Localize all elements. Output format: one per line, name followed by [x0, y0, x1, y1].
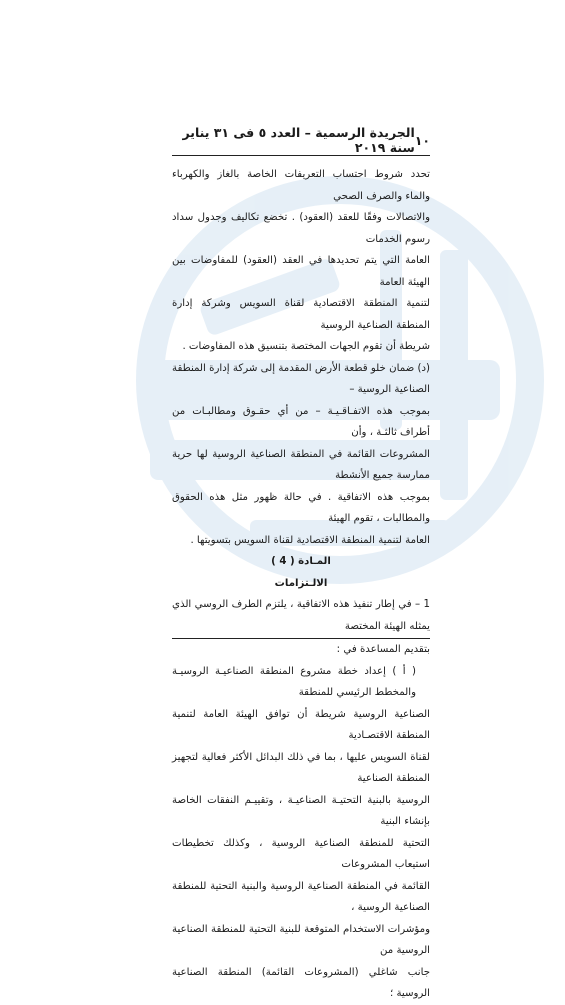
text-line: ومؤشرات الاستخدام المتوقعة للبنية التحتية للمنطقة الصناعية الروسية من: [172, 923, 430, 956]
text-line: جانب شاغلي (المشروعات القائمة) المنطقة الصناعية الروسية ؛: [172, 966, 430, 999]
item-1-continuation: بتقديم المساعدة في :: [336, 644, 430, 655]
text-line: المشروعات القائمة في المنطقة الصناعية الروسية لها حرية ممارسة جميع الأنشطة: [172, 448, 430, 481]
text-line: ( أ ) إعداد خطة مشروع المنطقة الصناعيـة الروسيـة والمخطط الرئيسي للمنطقة: [172, 665, 416, 698]
text-line: القائمة في المنطقة الصناعية الروسية والبنية التحتية للمنطقة الصناعية الروسية ،: [172, 880, 430, 913]
page-header: [172, 127, 430, 153]
item-1-line: 1 – في إطار تنفيذ هذه الاتفاقية ، يلتزم الطرف الروسي الذي يمثله الهيئة المختصة: [172, 594, 430, 639]
header-divider: [172, 155, 430, 156]
page-number: ١٠: [414, 132, 430, 148]
text-line: شريطة أن تقوم الجهات المختصة بتنسيق هذه المفاوضات .: [182, 341, 430, 352]
text-line: بموجب هذه الاتفاقية . في حالة ظهور مثل هذه الحقوق والمطالبات ، تقوم الهيئة: [172, 491, 430, 524]
text-line: التحتية للمنطقة الصناعية الروسية ، وكذلك تخطيطات استيعاب المشروعات: [172, 837, 430, 870]
text-line: (د) ضمان خلو قطعة الأرض المقدمة إلى شركة إدارة المنطقة الصناعية الروسية –: [172, 362, 430, 395]
text-line: لتنمية المنطقة الاقتصادية لقناة السويس وشركة إدارة المنطقة الصناعية الروسية: [172, 298, 430, 331]
text-line: والاتصالات وفقًا للعقد (العقود) . تخضع تكاليف وجدول سداد رسوم الخدمات: [172, 212, 430, 245]
article-title: المـادة ( 4 ): [271, 556, 331, 567]
text-line: تحدد شروط احتساب التعريفات الخاصة بالغاز والكهرباء والماء والصرف الصحي: [172, 169, 430, 202]
text-line: لقناة السويس عليها ، بما في ذلك البدائل الأكثر فعالية لتجهيز المنطقة الصناعية: [172, 751, 430, 784]
text-line: بموجب هذه الاتفـاقـيـة – من أي حقـوق ومطالبـات من أطراف ثالثـة ، وأن: [172, 405, 430, 438]
text-line: الروسية بالبنية التحتيـة الصناعيـة ، وتقييـم النفقات الخاصة بإنشاء البنية: [172, 794, 430, 827]
document-body: [172, 164, 430, 1005]
section-heading: الالـتزامات: [274, 577, 328, 589]
text-line: العامة التي يتم تحديدها في العقد (العقود) للمفاوضات بين الهيئة العامة: [172, 255, 430, 288]
gazette-title: الجريدة الرسمية – العدد ٥ فى ٣١ يناير سنة ٢٠١٩: [182, 125, 415, 155]
text-line: الصناعية الروسية شريطة أن توافق الهيئة العامة لتنمية المنطقة الاقتصـادية: [172, 708, 430, 741]
text-line: العامة لتنمية المنطقة الاقتصادية لقناة السويس بتسويتها .: [190, 534, 430, 546]
